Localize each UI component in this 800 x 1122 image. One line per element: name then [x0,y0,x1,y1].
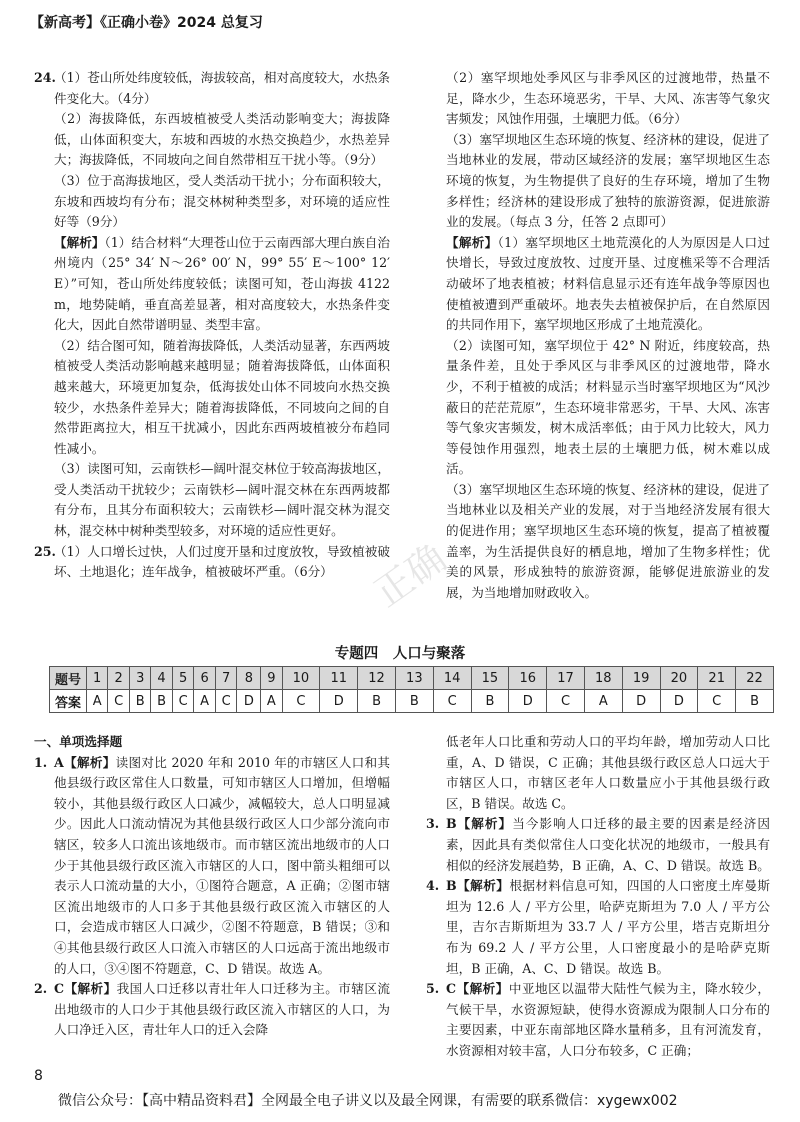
q25-analysis-3: （3）塞罕坝地区生态环境的恢复、经济林的建设，促进了当地林业以及相关产业的发展，对于当地经济发展有很大的促进作用；塞罕坝地区生态环境的恢复，提高了植被覆盖率，为生活提供良好的栖息地，增加了生物多样性；优美的风景，形成独特的旅游资源，能够促进旅游业的发展，为当地增加财政收入。 [446,481,770,600]
q25-part1: 25.（1）人口增长过快，人们过度开垦和过度放牧，导致植被破坏、土地退化；连年战争，植被破坏严重。（6分） [34,543,390,580]
answer-cell: D [660,690,698,713]
question-number-cell: 2 [108,667,130,690]
q24-part3: （3）位于高海拔地区，受人类活动干扰小；分布面积较大，东坡和西坡均有分布；混交林树种类型多，对环境的适应性好等（9分） [54,172,390,230]
answer-cell: A [87,690,108,713]
q24-analysis-1: 【解析】（1）结合材料“大理苍山位于云南西部大理白族自治州境内（25° 34′ N～26° 00′ N，99° 55′ E～100° 12′ E）”可知，苍山所处纬度较低；读图可知，苍山海拔 4122 m，地势陡峭，垂直高差显著，相对高度较大，水热条件变化大，因此自然带谱明显、类型丰富。 [54,234,390,333]
q5-answer: C [446,981,457,997]
answer-cell: C [172,690,194,713]
right-column-answers [426,68,770,603]
mc-q4: 4. B【解析】根据材料信息可知，四国的人口密度土库曼斯坦为 12.6 人 / 平方公里，哈萨克斯坦为 7.0 人 / 平方公里，吉尔吉斯斯坦为 33.7 人 / 平方公里，塔吉克斯坦分布为 69.2 人 / 平方公里，人口密度最小的是哈萨克斯坦，B 正确，A、C、D 错误。故选 B。 [426,878,771,976]
watermark: 正确 [366,535,454,616]
question-number-cell: 19 [622,667,660,690]
q24-analysis-2: （2）结合图可知，随着海拔降低，人类活动显著，东西两坡植被受人类活动影响越来越明显；随着海拔降低，山体面积越来越大，环境更加复杂，低海拔处山体不同坡向水热交换较少，水热条件差异大；随着海拔降低，不同坡向之间的自然带距离拉大，相互干扰减小，因此东西两坡植被分布趋同性减小。 [54,337,390,456]
answer-cell: B [151,690,172,713]
question-number-cell: 3 [130,667,151,690]
question-number-cell: 14 [433,667,471,690]
answer-table [49,666,774,713]
q25-part2: （2）塞罕坝地处季风区与非季风区的过渡地带，热量不足，降水少，生态环境恶劣，干旱、大风、冻害等气象灾害频发；风蚀作用强，土壤肥力低。（6分） [446,70,770,127]
q2-answer: C [54,981,65,997]
q24-part2: （2）海拔降低，东西坡植被受人类活动影响变大；海拔降低，山体面积变大，东坡和西坡的水热交换趋少，水热差异大；海拔降低，不同坡向之间自然带相互干扰小等。（9分） [54,111,390,168]
question-number-cell: 4 [151,667,172,690]
question-number-cell: 1 [87,667,108,690]
left-column-answers [34,68,390,583]
q24-number: 24. [34,70,56,85]
answer-cell: C [215,690,237,713]
q24-part1: 24.（1）苍山所处纬度较低，海拔较高，相对高度较大，水热条件变化大。（4分） [34,70,390,106]
number-row-label: 题号 [50,667,87,690]
question-number-cell: 20 [660,667,698,690]
question-number-cell: 12 [358,667,396,690]
question-number-cell: 10 [282,667,320,690]
q1-answer: A [54,754,64,770]
answer-cell: C [547,690,585,713]
mc-q5: 5. C【解析】中亚地区以温带大陆性气候为主，降水较少，气候干旱，水资源短缺，使得水资源成为限制人口分布的主要因素，中亚东南部地区降水量稍多，且有河流发育，水资源相对较丰富，人口分布较多，C 正确； [426,981,771,1058]
answer-cell: A [584,690,622,713]
analysis-tag: 【解析】 [446,234,498,250]
q4-answer: B [446,878,457,894]
left-column-mc [34,732,390,1041]
mc-q3: 3. B【解析】当今影响人口迁移的最主要的因素是经济因素，因此具有类似常住人口变化状况的地级市，一般具有相似的经济发展趋势，B 正确，A、C、D 错误。故选 B。 [426,816,771,873]
analysis-tag: 【解析】 [456,816,513,832]
analysis-tag: 【解析】 [456,981,509,997]
answer-cell: C [108,690,130,713]
section-title: 专题四 人口与聚落 [334,646,466,662]
answer-table-answer-row [50,690,774,713]
part1-heading: 一、单项选择题 [34,734,123,749]
answer-cell: B [471,690,509,713]
question-number-cell: 7 [215,667,237,690]
q3-number: 3. [426,816,440,832]
answer-table-number-row [50,667,774,690]
question-number-cell: 8 [237,667,261,690]
q5-number: 5. [426,981,440,997]
answer-cell: C [282,690,320,713]
answer-cell: D [509,690,547,713]
page-number: 8 [34,1068,43,1084]
question-number-cell: 11 [320,667,358,690]
analysis-tag: 【解析】 [63,754,116,770]
q3-answer: B [446,816,457,832]
analysis-tag: 【解析】 [54,234,105,250]
q2-number: 2. [34,981,48,997]
answer-row-label: 答案 [50,690,87,713]
q1-number: 1. [34,754,48,770]
question-number-cell: 17 [547,667,585,690]
question-number-cell: 21 [698,667,736,690]
answer-cell: D [320,690,358,713]
question-number-cell: 5 [172,667,194,690]
answer-cell: D [237,690,261,713]
q4-number: 4. [426,878,440,894]
page-header: 【新高考】《正确小卷》2024 总复习 [30,15,263,31]
answer-cell: A [194,690,215,713]
analysis-tag: 【解析】 [64,981,117,997]
answer-cell: B [395,690,433,713]
question-number-cell: 15 [471,667,509,690]
question-number-cell: 18 [584,667,622,690]
question-number-cell: 9 [261,667,282,690]
question-number-cell: 13 [395,667,433,690]
answer-cell: C [433,690,471,713]
mc-q2-continued: 低老年人口比重和劳动人口的平均年龄，增加劳动人口比重，A、D 错误，C 正确；其他县级行政区总人口远大于市辖区人口，市辖区老年人口数量应小于其他县级行政区，B 错误。故选 C。 [446,734,770,811]
q25-analysis-1: 【解析】（1）塞罕坝地区土地荒漠化的人为原因是人口过快增长，导致过度放牧、过度开垦、过度樵采等不合理活动破坏了地表植被；材料信息显示还有连年战争等原因也使植被遭到严重破坏。地表失去植被保护后，在自然原因的共同作用下，塞罕坝地区形成了土地荒漠化。 [446,234,771,333]
q24-analysis-3: （3）读图可知，云南铁杉—阔叶混交林位于较高海拔地区，受人类活动干扰较少；云南铁杉—阔叶混交林在东西两坡都有分布，且其分布面积较大；云南铁杉—阔叶混交林为混交林，混交林中树种类型较多，对环境的适应性更好。 [54,461,390,539]
footer-ad: 微信公众号：【高中精品资料君】全网最全电子讲义以及最全网课，有需要的联系微信：xygewx002 [58,1093,678,1109]
answer-cell: A [261,690,282,713]
question-number-cell: 16 [509,667,547,690]
question-number-cell: 6 [194,667,215,690]
question-number-cell: 22 [736,667,774,690]
q25-analysis-2: （2）读图可知，塞罕坝位于 42° N 附近，纬度较高，热量条件差，且处于季风区与非季风区的过渡地带，降水少，不利于植被的成活；材料显示当时塞罕坝地区为“风沙蔽日的茫茫荒原”，生态环境非常恶劣，干旱、大风、冻害等气象灾害频发，树木成活率低；由于风力比较大，风力等侵蚀作用强烈，地表土层的土壤肥力低，树木难以成活。 [446,337,770,477]
answer-cell: B [736,690,774,713]
answer-cell: B [130,690,151,713]
q25-number: 25. [34,543,56,559]
right-column-mc [426,732,770,1062]
answer-cell: C [698,690,736,713]
mc-q1: 1. A【解析】读图对比 2020 年和 2010 年的市辖区人口和其他县级行政区常住人口数量，可知市辖区人口增加，但增幅较小，其他县级行政区人口减少，减幅较大，总人口明显减少。因此人口流动情况为其他县级行政区人口少部分流向市辖区，较多人口流出该地级市。而市辖区流出地级市的人口少于其他县级行政区流入市辖区的人口，图中箭头粗细可以表示人口流动量的大小，①图符合题意，A 正确；②图市辖区流出地级市的人口多于其他县级行政区流入市辖区的人口，会造成市辖区人口减少，②图不符题意，B 错误；③和④其他县级行政区人口流入市辖区的人口远高于流出地级市的人口，③④图不符题意，C、D 错误。故选 A。 [34,754,390,976]
answer-cell: D [622,690,660,713]
mc-q2: 2. C【解析】我国人口迁移以青壮年人口迁移为主。市辖区流出地级市的人口少于其他县级行政区流入市辖区的人口，为人口净迁入区，青壮年人口的迁入会降 [34,981,391,1038]
answer-cell: B [358,690,396,713]
q25-part3: （3）塞罕坝地区生态环境的恢复、经济林的建设，促进了当地林业的发展，带动区域经济的发展；塞罕坝地区生态环境的恢复，为生物提供了良好的生存环境，增加了生物多样性；经济林的建设形成了独特的旅游资源，促进旅游业的发展。（每点 3 分，任答 2 点即可） [446,131,770,230]
analysis-tag: 【解析】 [456,878,510,894]
